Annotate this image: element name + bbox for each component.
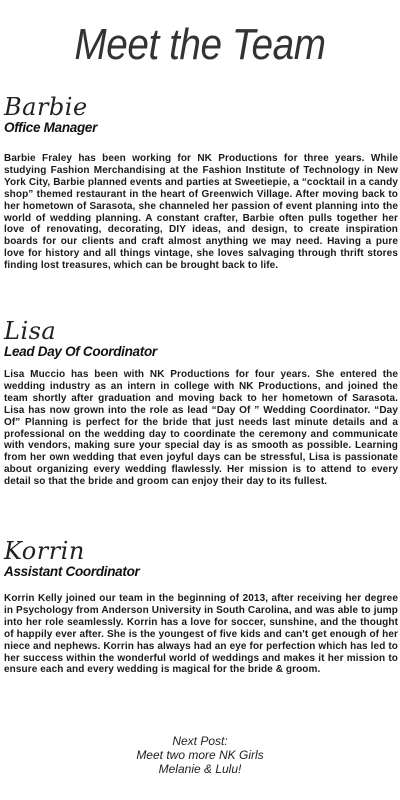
member-role: Office Manager: [4, 120, 98, 135]
next-post[interactable]: [0, 734, 400, 776]
member-role: Assistant Coordinator: [4, 564, 140, 579]
member-role: Lead Day Of Coordinator: [4, 344, 157, 359]
member-script-name: Barbie: [4, 93, 88, 121]
member-script-name: Lisa: [4, 317, 57, 345]
member-bio: Lisa Muccio has been with NK Productions for four years. She entered the wedding industry as an intern in college with NK Productions, and joined the team shortly after graduation and moving back to her hometown of Sarasota. Lisa has now grown into the role as lead “Day Of ” Wedding Coordinator. “Day Of” Planning is perfect for the bride that just needs last minute details and a professional on the wedding day to coordinate the ceremony and communicate with vendors, making sure your special day is as smooth as possible. Learning from her own wedding that even joyful days can be stressful, Lisa is passionate about organizing every wedding flawlessly. Her mission is to attend to every detail so that the bride and groom can enjoy their day to its fullest.: [4, 369, 398, 488]
member-korrin: [4, 538, 398, 676]
next-post-label: Next Post:: [172, 734, 228, 748]
page-title: Meet the Team: [74, 20, 326, 69]
member-bio: Barbie Fraley has been working for NK Productions for three years. While studying Fashion Merchandising at the Fashion Institute of Technology in New York City, Barbie planned events and parties at Sweetiepie, a “cocktail in a candy shop” themed restaurant in the heart of Greenwich Village. After moving back to her hometown of Sarasota, she channeled her passion of event planning into the world of wedding planning. A constant crafter, Barbie often pulls together her love of renovating, decorating, DIY ideas, and design, to create inspiration boards for our clients and craft almost anything we may need. Having a pure love for history and all things vintage, she loves salvaging through thrift stores finding lost treasures, which can be brought back to life.: [4, 153, 398, 272]
member-lisa: [4, 318, 398, 488]
next-post-line: Meet two more NK Girls: [136, 748, 264, 762]
member-bio: Korrin Kelly joined our team in the beginning of 2013, after receiving her degree in Psychology from Anderson University in South Carolina, and was able to jump into her role seamlessly. Korrin has a love for soccer, sunshine, and the thought of happily ever after. She is the youngest of five kids and can't get enough of her niece and nephews. Korrin has always had an eye for perfection which has led to her success within the wonderful world of weddings and makes it her mission to ensure each and every wedding is magical for the bride & groom.: [4, 593, 398, 676]
next-post-line: Melanie & Lulu!: [158, 762, 242, 776]
member-script-name: Korrin: [4, 537, 85, 565]
member-barbie: [4, 94, 398, 272]
